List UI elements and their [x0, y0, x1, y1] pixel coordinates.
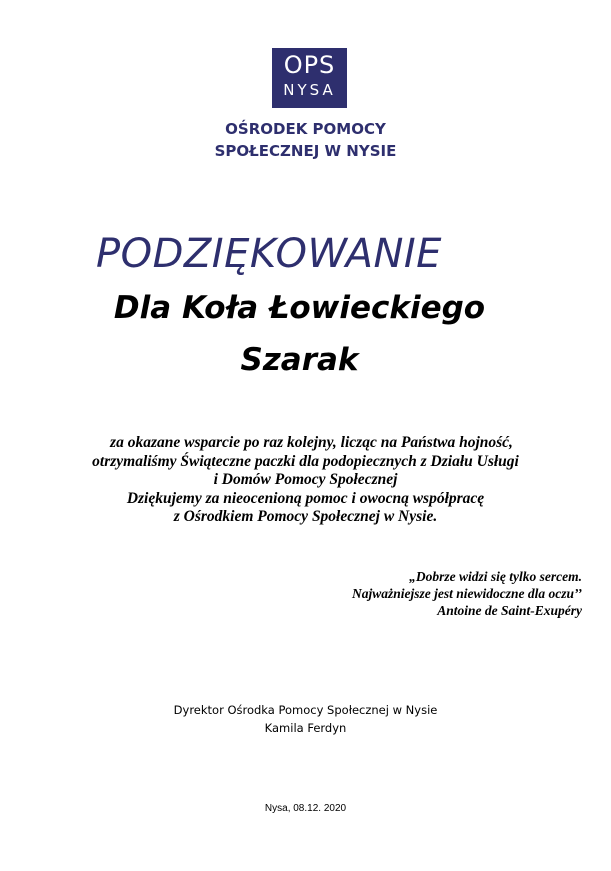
signature-block [0, 701, 611, 737]
message-line: otrzymaliśmy Świąteczne paczki dla podopiecznych z Działu Usługi [92, 452, 519, 470]
message-line: za okazane wsparcie po raz kolejny, licząc na Państwa hojność, [110, 434, 513, 451]
message-line: Dziękujemy za nieocenioną pomoc i owocną współpracę [126, 489, 485, 507]
message-line: i Domów Pomocy Społecznej [213, 471, 398, 488]
recipient-line2: Szarak [240, 342, 359, 378]
logo-top-text: OPS [283, 51, 336, 79]
document-title: PODZIĘKOWANIE [96, 231, 442, 277]
message-line: z Ośrodkiem Pomocy Społecznej w Nysie. [173, 508, 438, 525]
logo-bottom-text: NYSA [283, 81, 336, 99]
quote-line2: Najważniejsze jest niewidoczne dla oczu’’ [351, 586, 582, 601]
ops-nysa-logo [272, 48, 347, 108]
signature-position: Dyrektor Ośrodka Pomocy Społecznej w Nysie [173, 703, 438, 717]
signature-name: Kamila Ferdyn [264, 721, 347, 735]
recipient-line1: Dla Koła Łowieckiego [113, 290, 486, 326]
quote-block [352, 568, 582, 619]
organization-name-line1: OŚRODEK POMOCY [225, 120, 386, 138]
document-date: Nysa, 08.12. 2020 [264, 803, 347, 814]
thank-you-message [0, 434, 611, 527]
organization-name-line2: SPOŁECZNEJ W NYSIE [214, 142, 397, 160]
quote-author: Antoine de Saint-Exupéry [437, 603, 582, 618]
quote-line1: „Dobrze widzi się tylko sercem. [409, 569, 582, 584]
